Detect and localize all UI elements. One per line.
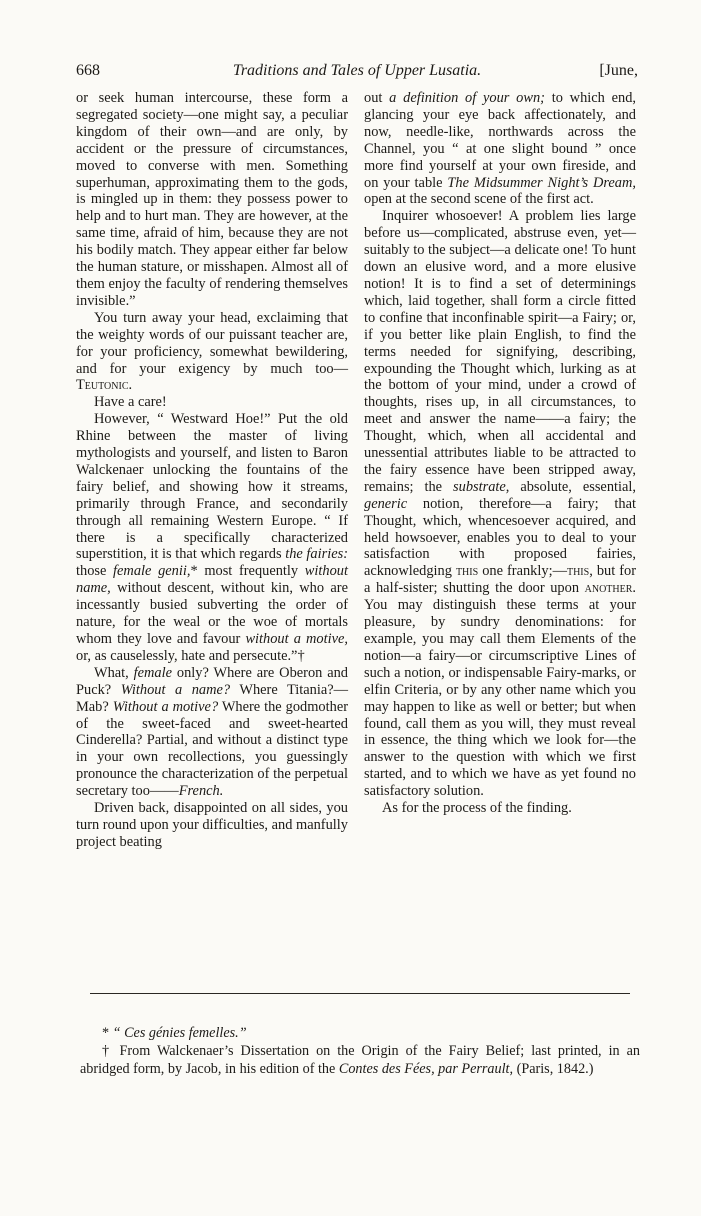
paragraph: However, “ Westward Hoe!” Put the old Rhine between the master of living mythologists and yourself, and listen to Baron Walckenaer unlocking the fountains of the fairy belief, and showing how it streams, primarily through France, and secondarily through all remaining Western Europe. “ If there is a specifically characterized superstition, it is that which regards the fairies: those female genii,* most frequently without name, without descent, without kin, who are incessantly busied subverting the order of nature, for the weal or the woe of mortals whom they love and favour without a motive, or, as causelessly, hate and persecute.”† [76,411,348,664]
footnote: † From Walckenaer’s Dissertation on the Origin of the Fairy Belief; last printed, in an abridged form, by Jacob, in his edition of the Contes des Fées, par Perrault, (Paris, 1842.) [80,1043,640,1077]
running-title: Traditions and Tales of Upper Lusatia. [232,62,482,79]
running-header [76,62,638,84]
left-column [76,90,348,851]
header-month: [June, [599,62,638,79]
page-number: 668 [76,62,100,79]
right-column [364,90,636,817]
paragraph: As for the process of the finding. [382,800,572,817]
paragraph: Have a care! [94,394,167,411]
footnote: * “ Ces génies femelles.” [102,1025,247,1041]
paragraph: Driven back, disappointed on all sides, you turn round upon your difficulties, and manfully project beating [76,800,348,850]
paragraph: You turn away your head, exclaiming that the weighty words of our puissant teacher are, for your proficiency, somewhat bewildering, and for your exigency by much too—Teutonic. [76,309,348,394]
paragraph: Inquirer whosoever! A problem lies large before us—complicated, abstruse even, yet—suitably to the subject—a delicate one! To hunt down an elusive word, and a more elusive notion! It is to find a set of determinings which, laid together, shall form a circle fitted to confine that inconfinable spirit—a Fairy; or, if you better like plain English, to find the terms needed for signifying, describing, expounding the Thought which, lurking as at the bottom of your mind, under a crowd of thoughts, rises up, in all circumstances, to meet and answer the name——a fairy; the Thought, which, when all accidental and unessential attributes liable to be attracted to the fairy essence have been stripped away, remains; the substrate, absolute, essential, generic notion, therefore—a fairy; that Thought, which, whencesoever acquired, and held howsoever, enables you to deal to your satisfaction with proposed fairies, acknowledging this one frankly;—this, but for a half-sister; shutting the door upon another. You may distinguish these terms at your pleasure, by sundry denominations: for example, you may call them Elements of the notion—a fairy—or circumscriptive Lines of such a notion, or indispensable Fairy-marks, or elfin Criteria, or by any other name which you may happen to like as well or better; but when found, call them as you will, they must reveal in essence, the thing which we look for—the answer to the question with which we first started, and to which we have as yet found no satisfactory solution. [364,208,637,800]
paragraph: or seek human intercourse, these form a segregated society—one might say, a peculiar kingdom of their own—and are only, by accident or the pressure of circumstances, moved to converse with men. Something superhuman, approximating them to the gods, is mingled up in them: they possess power to help and to hurt man. They are however, at the same time, afraid of him, because they are not his bodily match. They appear either far below the human stature, or misshapen. Almost all of them enjoy the faculty of rendering themselves invisible.” [76,90,348,309]
footnotes [80,1024,640,1078]
paragraph: out a definition of your own; to which end, glancing your eye back affectionately, and now, needle-like, northwards across the Channel, you “ at one slight bound ” once more find yourself at your own fireside, and on your table The Midsummer Night’s Dream, open at the second scene of the first act. [364,90,636,208]
paragraph: What, female only? Where are Oberon and Puck? Without a name? Where Titania?—Mab? Without a motive? Where the godmother of the sweet-faced and sweet-hearted Cinderella? Partial, and without a distinct type in your own recollections, you guessingly pronounce the characterization of the perpetual secretary too——French. [76,664,349,800]
footnote-divider [90,993,630,994]
